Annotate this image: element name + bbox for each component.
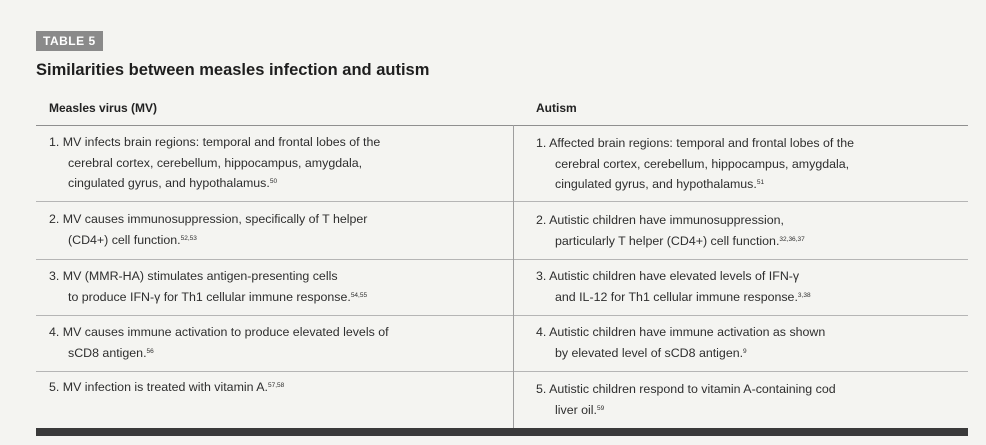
table-row	[36, 316, 968, 372]
cell-measles-3	[49, 266, 511, 307]
cell-measles-5	[49, 377, 511, 398]
table-header-row	[36, 90, 968, 126]
cell-text-line	[536, 287, 956, 308]
cell-text-line	[49, 343, 511, 364]
table-row	[36, 372, 968, 432]
cell-text-line: 2. MV causes immunosuppression, specifically of T helper	[49, 212, 368, 226]
cell-text-line: 2. Autistic children have immunosuppression,	[536, 213, 784, 227]
reference-superscript: 59	[597, 404, 605, 412]
cell-text-line	[49, 377, 511, 398]
reference-superscript: 51	[756, 179, 765, 186]
cell-text-line: 1. MV infects brain regions: temporal and frontal lobes of the	[49, 135, 381, 149]
reference-superscript: 56	[146, 347, 154, 355]
cell-autism-1	[536, 133, 956, 195]
cell-text-line: 3. Autistic children have elevated levels of IFN-γ	[536, 269, 800, 283]
table-row	[36, 260, 968, 316]
cell-text: to produce IFN-γ for Th1 cellular immune response.	[68, 289, 351, 304]
cell-measles-2	[49, 209, 511, 250]
cell-text-line	[49, 173, 511, 194]
table-row	[36, 202, 968, 260]
cell-text-line: 4. MV causes immune activation to produce elevated levels of	[49, 325, 389, 339]
cell-text: by elevated level of sCD8 antigen.	[555, 345, 744, 360]
cell-text-line	[536, 231, 956, 252]
cell-text-line	[536, 174, 956, 195]
cell-text-line	[536, 400, 956, 421]
cell-autism-2	[536, 210, 956, 251]
cell-text: (CD4+) cell function.	[68, 232, 181, 247]
reference-superscript: 54,55	[350, 291, 368, 299]
cell-text-line: 5. Autistic children respond to vitamin A-containing cod	[536, 382, 836, 396]
table-bottom-rule	[36, 428, 968, 436]
table-row	[36, 126, 968, 202]
cell-autism-5	[536, 379, 956, 420]
reference-superscript: 9	[743, 347, 747, 355]
reference-superscript: 32,36,37	[779, 235, 805, 243]
cell-measles-1	[49, 132, 511, 194]
cell-text: 5. MV infection is treated with vitamin A.	[49, 380, 268, 394]
cell-text-line: 1. Affected brain regions: temporal and frontal lobes of the	[536, 136, 854, 150]
table-number-tag: TABLE 5	[36, 31, 103, 51]
cell-autism-3	[536, 266, 956, 307]
reference-superscript: 52,53	[180, 234, 197, 242]
cell-text: liver oil.	[555, 402, 597, 417]
cell-text: cingulated gyrus, and hypothalamus.	[68, 176, 270, 190]
cell-text-line	[49, 230, 511, 251]
header-measles-virus: Measles virus (MV)	[49, 101, 158, 115]
table-title: Similarities between measles infection and autism	[36, 61, 430, 79]
cell-text: cingulated gyrus, and hypothalamus.	[555, 177, 757, 191]
cell-autism-4	[536, 322, 956, 363]
reference-superscript: 3,38	[797, 291, 811, 299]
cell-text-line: cerebral cortex, cerebellum, hippocampus, amygdala,	[68, 155, 363, 170]
header-autism: Autism	[536, 101, 577, 115]
cell-text: and IL-12 for Th1 cellular immune response.	[555, 289, 798, 304]
cell-text-line	[49, 287, 511, 308]
comparison-table	[36, 90, 968, 432]
reference-superscript: 50	[269, 178, 278, 185]
cell-text-line: cerebral cortex, cerebellum, hippocampus, amygdala,	[555, 156, 850, 171]
cell-text: sCD8 antigen.	[68, 345, 147, 360]
cell-measles-4	[49, 322, 511, 363]
column-divider	[513, 125, 514, 429]
cell-text-line: 4. Autistic children have immune activation as shown	[536, 325, 826, 339]
cell-text: particularly T helper (CD4+) cell function.	[555, 233, 780, 248]
cell-text-line: 3. MV (MMR-HA) stimulates antigen-presenting cells	[49, 269, 338, 283]
reference-superscript: 57,58	[268, 382, 285, 389]
cell-text-line	[536, 343, 956, 364]
